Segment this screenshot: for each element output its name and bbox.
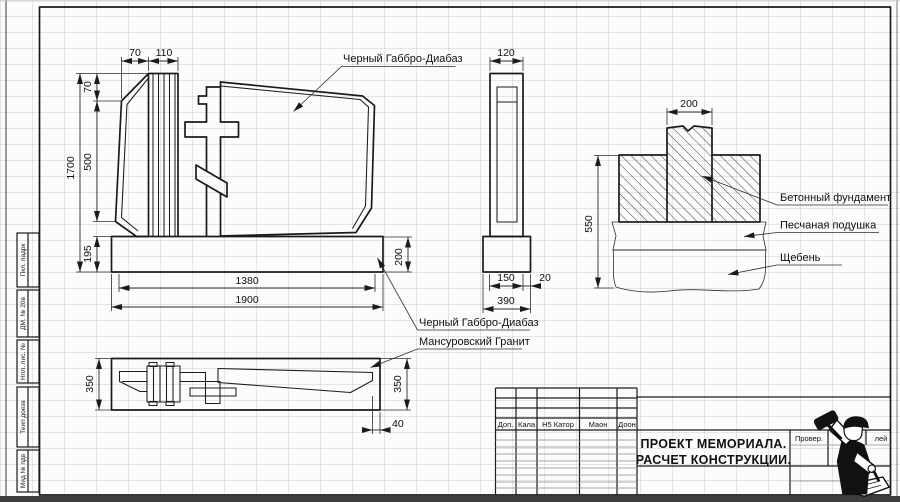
stamp-1: Пкл. ладрк	[20, 243, 27, 277]
foundation-detail	[583, 98, 891, 292]
label-sand: Песчаная подушка	[780, 219, 877, 232]
dim-200-right: 200	[393, 248, 405, 266]
title-block	[496, 388, 891, 495]
side-base	[483, 237, 531, 273]
sand-layer	[612, 222, 766, 250]
label-concrete: Бетонный фундамент	[780, 192, 892, 204]
dim-195: 195	[82, 245, 94, 263]
stamp-4: Теип доезв	[20, 400, 27, 434]
dim-200-found: 200	[680, 98, 698, 110]
dim-110-top: 110	[155, 47, 173, 59]
tb-col-3: Н5 Катор	[542, 420, 574, 429]
stonemason-illustration	[813, 409, 889, 496]
label-rubble: Щебень	[780, 252, 821, 264]
dim-1900: 1900	[235, 294, 259, 306]
dim-1380: 1380	[235, 275, 259, 287]
sheet-shadow	[0, 496, 900, 502]
front-base	[112, 237, 384, 273]
dim-40: 40	[392, 418, 404, 430]
drawing-frame	[40, 7, 891, 495]
side-view	[483, 47, 551, 313]
dim-350-right: 350	[392, 375, 404, 393]
stamp-5: Мид № пдв	[20, 453, 27, 489]
dim-20: 20	[539, 272, 551, 284]
dim-1700: 1700	[65, 156, 77, 180]
tb-col-5: Доон	[618, 420, 636, 429]
cross-carving	[185, 82, 239, 237]
tb-title-line2: РАСЧЕТ КОНСТРУКЦИИ.	[635, 453, 792, 467]
tb-cell-checked: Провер.	[794, 434, 824, 443]
plan-view	[84, 359, 411, 435]
tb-cell-right: лей	[874, 434, 888, 443]
stamp-3: Нпл. лис. №	[20, 343, 27, 380]
callout-gabbro-top: Черный Габбро-Диабаз	[343, 53, 463, 65]
dim-350-left: 350	[84, 375, 96, 393]
dim-550: 550	[583, 215, 595, 233]
callout-gabbro-mid: Черный Габбро-Диабаз	[419, 317, 539, 329]
dim-120: 120	[497, 47, 515, 59]
front-view	[65, 47, 463, 311]
dim-70-left: 70	[82, 81, 94, 93]
tb-title-line1: ПРОЕКТ МЕМОРИАЛА.	[640, 437, 787, 451]
edge-stamp-strip	[17, 233, 39, 492]
face	[844, 426, 863, 440]
stamp-2: ДМ. № 20в	[20, 297, 27, 330]
tb-col-2: Кала	[517, 420, 536, 429]
tb-col-4: Маон	[588, 420, 608, 429]
dim-390: 390	[497, 295, 515, 307]
dim-70-top: 70	[129, 47, 141, 59]
dim-500: 500	[82, 153, 94, 171]
callout-granite: Мансуровский Гранит	[419, 336, 530, 348]
rubble-layer	[613, 250, 766, 292]
dim-150: 150	[497, 272, 515, 284]
tb-col-1: Доп.	[497, 420, 514, 429]
